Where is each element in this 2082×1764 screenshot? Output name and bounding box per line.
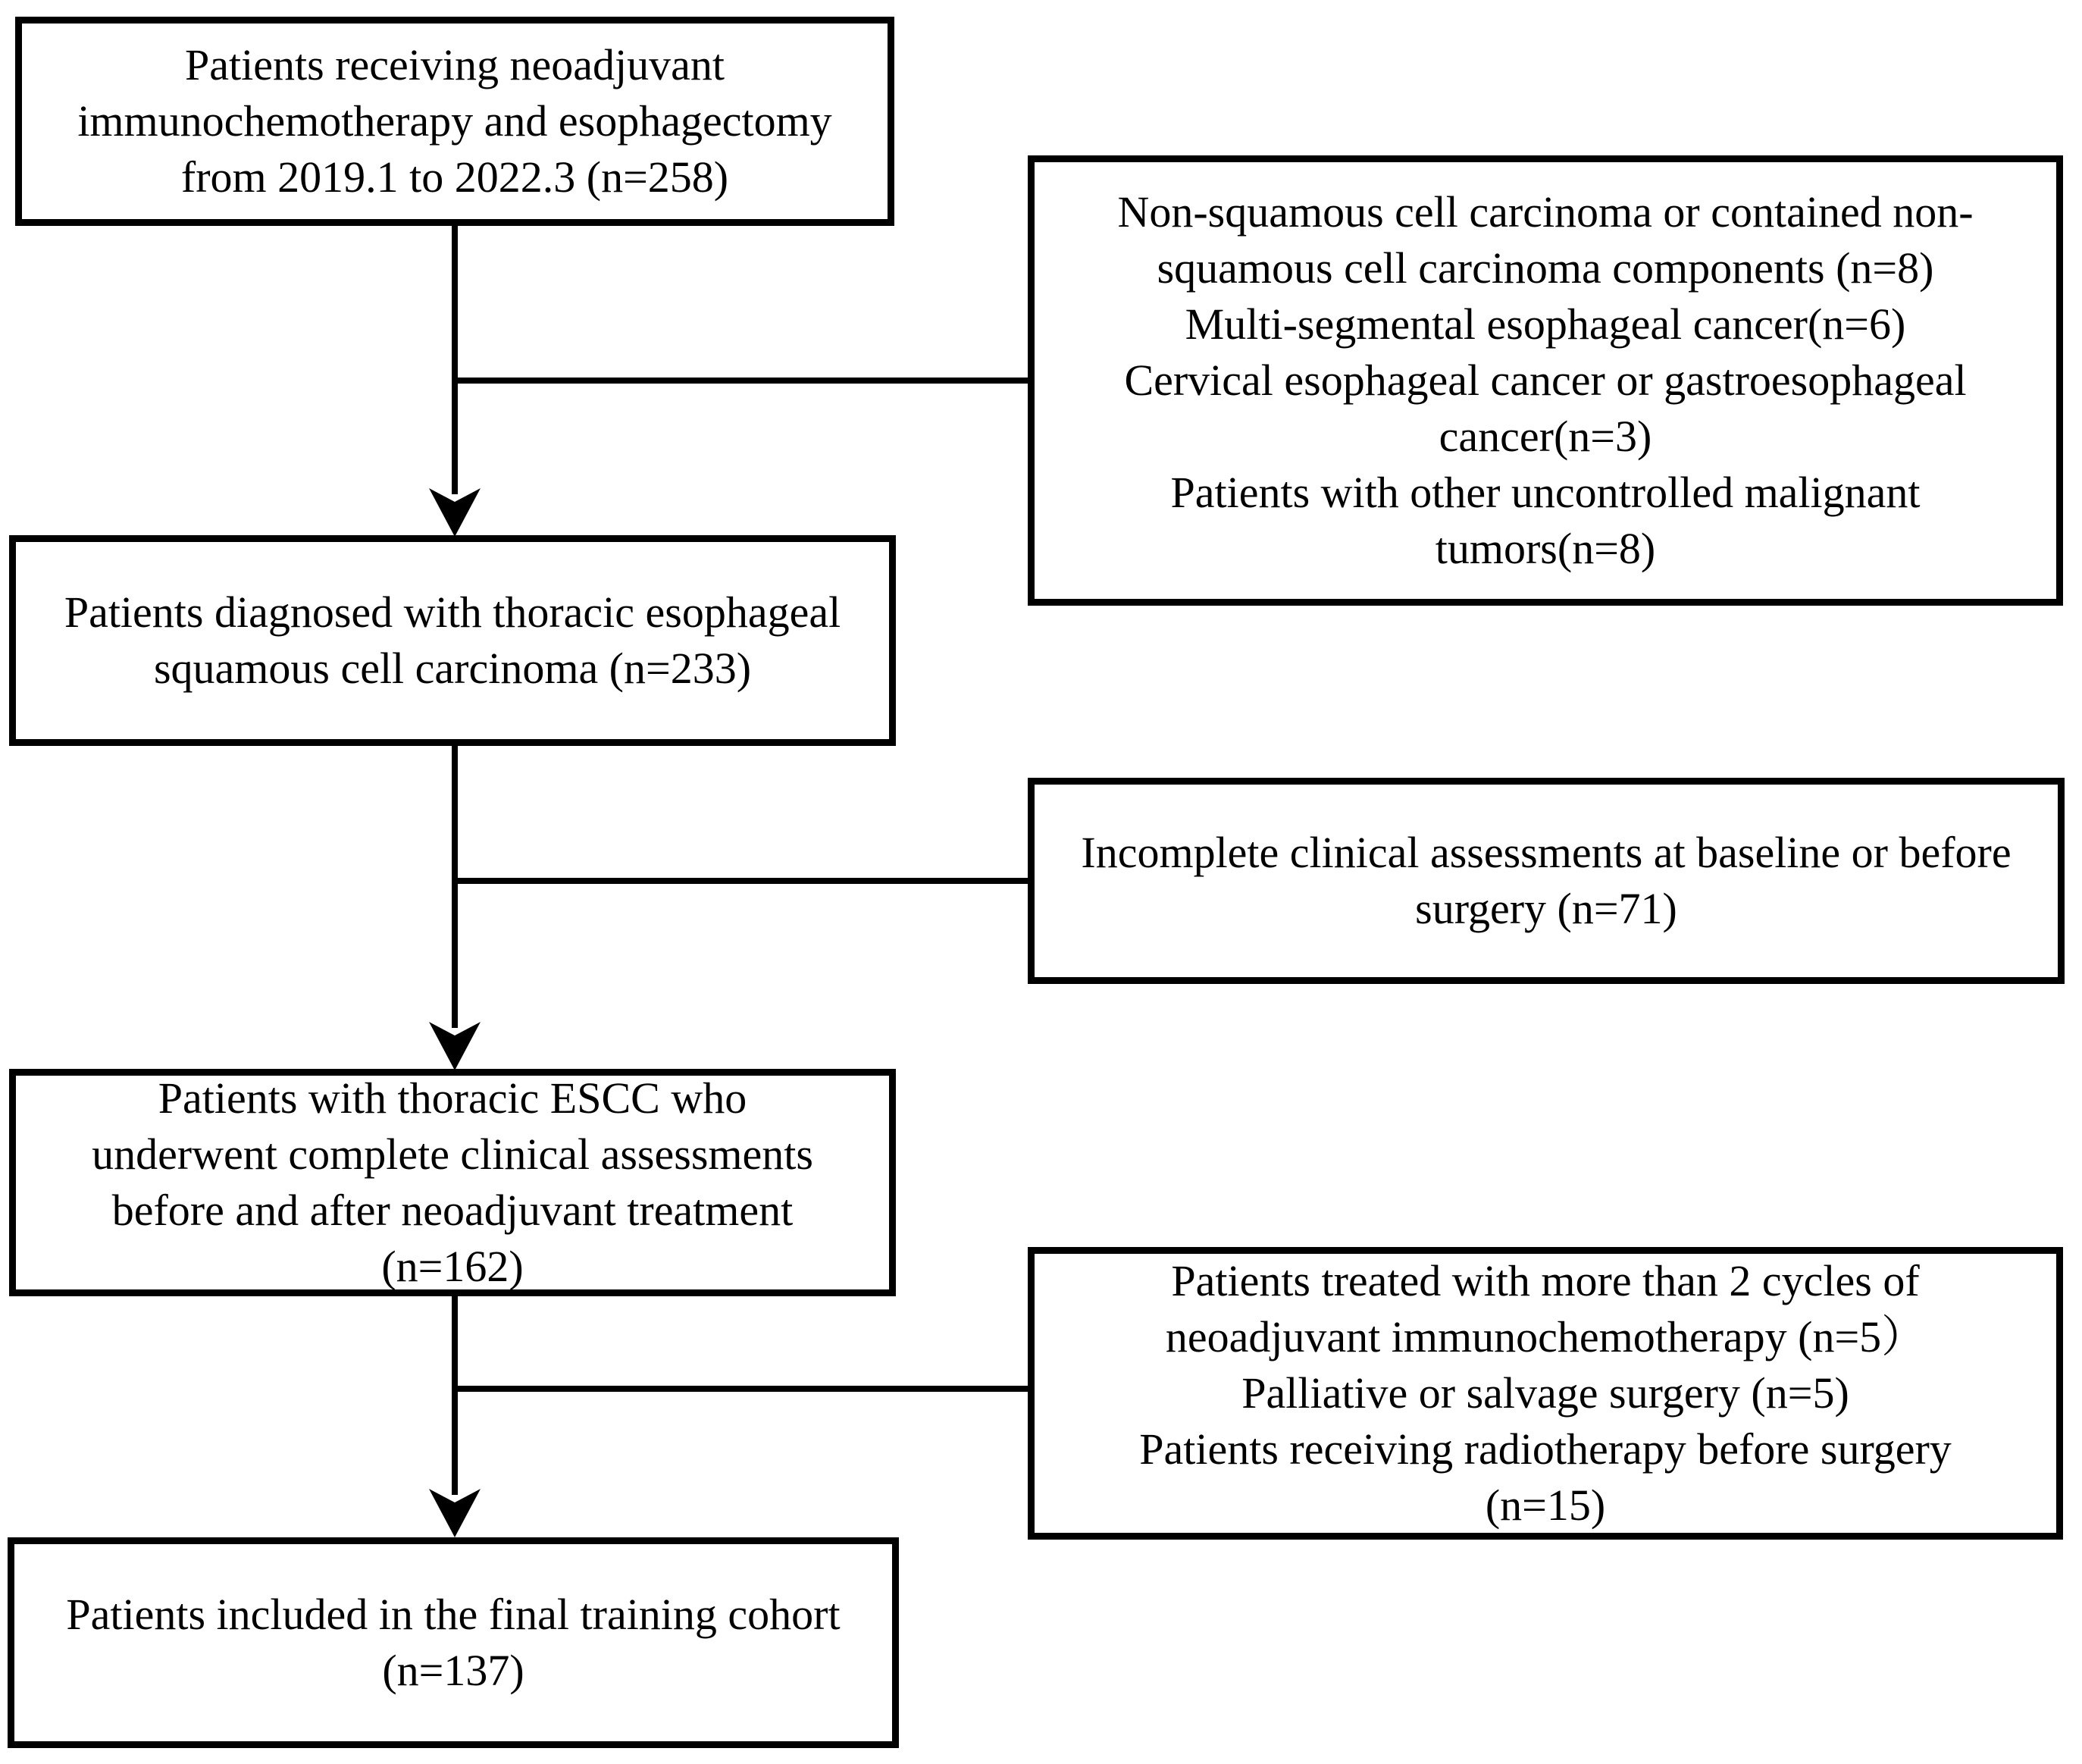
box-exclusion-1 xyxy=(1028,155,2063,606)
text-line: Incomplete clinical assessments at baseline or before xyxy=(1081,828,2012,877)
text-line: (n=137) xyxy=(382,1646,524,1695)
arrowhead-assessed-to-final xyxy=(429,1489,481,1537)
box-exclusion-3 xyxy=(1028,1247,2063,1540)
text-line: cancer(n=3) xyxy=(1439,412,1652,461)
text-line: (n=15) xyxy=(1485,1480,1606,1530)
arrowhead-diagnosed-to-assessed xyxy=(429,1022,481,1070)
text-line: neoadjuvant immunochemotherapy (n=5） xyxy=(1165,1312,1926,1361)
text-line: squamous cell carcinoma (n=233) xyxy=(153,644,752,693)
text-line: surgery (n=71) xyxy=(1415,884,1677,933)
text-line: Non-squamous cell carcinoma or contained non- xyxy=(1117,187,1974,237)
text-line: immunochemotherapy and esophagectomy xyxy=(77,96,832,146)
text-line: Patients diagnosed with thoracic esophageal xyxy=(64,587,841,637)
text-line: tumors(n=8) xyxy=(1435,524,1656,573)
text-line: Patients receiving radiotherapy before surgery xyxy=(1139,1424,1952,1474)
text-line: before and after neoadjuvant treatment xyxy=(111,1186,794,1235)
text-line: Patients included in the final training cohort xyxy=(66,1590,841,1639)
text-line: underwent complete clinical assessments xyxy=(92,1130,813,1179)
text-line: from 2019.1 to 2022.3 (n=258) xyxy=(180,152,729,202)
text-line: squamous cell carcinoma components (n=8) xyxy=(1157,243,1934,293)
text-line: Patients treated with more than 2 cycles of xyxy=(1171,1256,1920,1305)
text-line: Cervical esophageal cancer or gastroesophageal xyxy=(1124,356,1967,405)
arrowhead-initial-to-diagnosed xyxy=(429,488,481,537)
box-diagnosed-thoracic-escc xyxy=(9,535,896,746)
text-line: (n=162) xyxy=(381,1242,524,1291)
text-line: Multi-segmental esophageal cancer(n=6) xyxy=(1185,299,1906,349)
text-line: Patients with other uncontrolled malignant xyxy=(1170,468,1921,517)
text-line: Patients receiving neoadjuvant xyxy=(185,40,725,89)
text-line: Patients with thoracic ESCC who xyxy=(158,1073,747,1123)
box-initial-patients xyxy=(15,17,894,226)
box-final-training-cohort xyxy=(8,1537,899,1748)
box-complete-assessments xyxy=(9,1069,896,1296)
text-line: Palliative or salvage surgery (n=5) xyxy=(1241,1368,1849,1418)
box-exclusion-2 xyxy=(1028,778,2065,984)
